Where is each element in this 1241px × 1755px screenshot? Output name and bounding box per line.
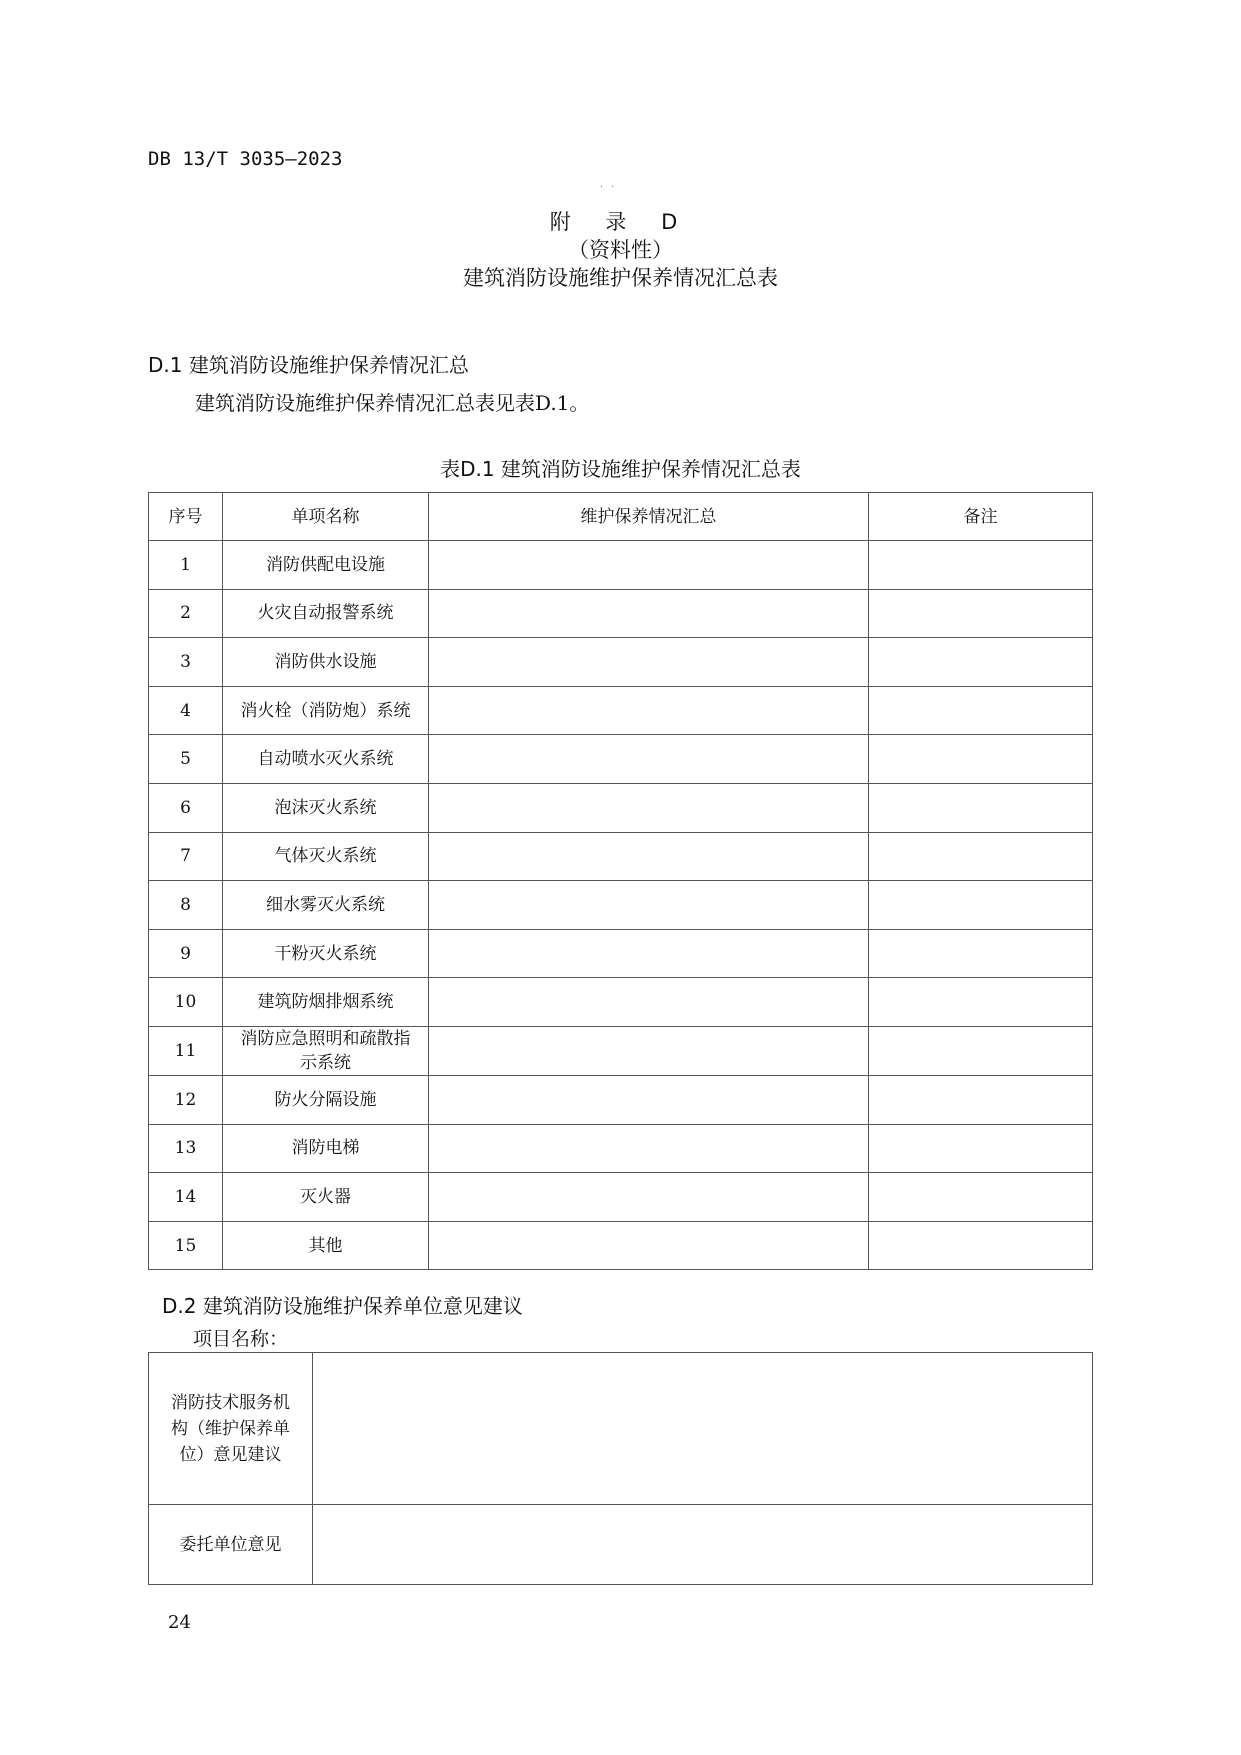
summary-cell[interactable] (429, 783, 869, 832)
summary-cell[interactable] (429, 735, 869, 784)
item-name-cell: 消防供配电设施 (223, 541, 429, 590)
row-number-cell: 9 (149, 929, 223, 978)
section-d1-heading: D.1 建筑消防设施维护保养情况汇总 (148, 353, 469, 377)
remarks-cell[interactable] (869, 929, 1093, 978)
row-number-cell: 14 (149, 1173, 223, 1222)
table-row (149, 1075, 1093, 1124)
item-name-cell: 细水雾灭火系统 (223, 881, 429, 930)
summary-cell[interactable] (429, 832, 869, 881)
summary-cell[interactable] (429, 1124, 869, 1173)
item-name-cell: 火灾自动报警系统 (223, 589, 429, 638)
maintenance-summary-table (148, 492, 1093, 1270)
item-name-cell: 灭火器 (223, 1173, 429, 1222)
table-row (149, 1026, 1093, 1075)
item-name-cell: 消防供水设施 (223, 638, 429, 687)
section-d1-paragraph: 建筑消防设施维护保养情况汇总表见表D.1。 (195, 391, 590, 415)
remarks-cell[interactable] (869, 978, 1093, 1027)
remarks-cell[interactable] (869, 832, 1093, 881)
row-number-cell: 5 (149, 735, 223, 784)
table-row (149, 881, 1093, 930)
remarks-cell[interactable] (869, 783, 1093, 832)
summary-cell[interactable] (429, 686, 869, 735)
table-row (149, 1221, 1093, 1270)
header-cell-name: 单项名称 (223, 493, 429, 541)
table-d1-caption: 表D.1 建筑消防设施维护保养情况汇总表 (440, 457, 801, 481)
row-number-cell: 3 (149, 638, 223, 687)
summary-cell[interactable] (429, 881, 869, 930)
remarks-cell[interactable] (869, 1221, 1093, 1270)
opinion-table (148, 1352, 1093, 1585)
table-row (149, 589, 1093, 638)
row-number-cell: 6 (149, 783, 223, 832)
summary-cell[interactable] (429, 541, 869, 590)
item-name-cell: 防火分隔设施 (223, 1075, 429, 1124)
table-row (149, 978, 1093, 1027)
remarks-cell[interactable] (869, 686, 1093, 735)
item-name-cell: 消火栓（消防炮）系统 (223, 686, 429, 735)
summary-cell[interactable] (429, 589, 869, 638)
header-cell-remarks: 备注 (869, 493, 1093, 541)
section-d2-heading: D.2 建筑消防设施维护保养单位意见建议 (162, 1294, 523, 1318)
table-header-row (149, 493, 1093, 541)
row-number-cell: 13 (149, 1124, 223, 1173)
row-number-cell: 12 (149, 1075, 223, 1124)
remarks-cell[interactable] (869, 735, 1093, 784)
opinion-row-client (149, 1505, 1093, 1585)
page-number: 24 (168, 1612, 191, 1633)
table-row (149, 638, 1093, 687)
item-name-cell: 消防电梯 (223, 1124, 429, 1173)
table-row (149, 735, 1093, 784)
table-row (149, 1173, 1093, 1222)
remarks-cell[interactable] (869, 638, 1093, 687)
summary-cell[interactable] (429, 1026, 869, 1075)
item-name-cell: 消防应急照明和疏散指示系统 (223, 1026, 429, 1075)
table-row (149, 783, 1093, 832)
table-row (149, 832, 1093, 881)
summary-cell[interactable] (429, 638, 869, 687)
table-row (149, 686, 1093, 735)
appendix-name: 建筑消防设施维护保养情况汇总表 (463, 266, 778, 290)
remarks-cell[interactable] (869, 1173, 1093, 1222)
summary-cell[interactable] (429, 1221, 869, 1270)
standard-number: DB 13/T 3035—2023 (148, 148, 343, 170)
row-number-cell: 1 (149, 541, 223, 590)
remarks-cell[interactable] (869, 881, 1093, 930)
summary-cell[interactable] (429, 1075, 869, 1124)
remarks-cell[interactable] (869, 1124, 1093, 1173)
appendix-title: 附 录 D (549, 210, 692, 234)
row-number-cell: 7 (149, 832, 223, 881)
row-number-cell: 11 (149, 1026, 223, 1075)
client-opinion-cell[interactable] (313, 1505, 1093, 1585)
remarks-cell[interactable] (869, 1075, 1093, 1124)
item-name-cell: 其他 (223, 1221, 429, 1270)
row-number-cell: 15 (149, 1221, 223, 1270)
service-org-opinion-cell[interactable] (313, 1353, 1093, 1505)
opinion-row-service-org (149, 1353, 1093, 1505)
summary-cell[interactable] (429, 929, 869, 978)
item-name-cell: 泡沫灭火系统 (223, 783, 429, 832)
row-number-cell: 2 (149, 589, 223, 638)
decorative-dots: ·· (600, 182, 623, 193)
appendix-kind: （资料性） (568, 238, 673, 262)
remarks-cell[interactable] (869, 589, 1093, 638)
table-row (149, 1124, 1093, 1173)
client-label: 委托单位意见 (149, 1505, 313, 1585)
header-cell-no: 序号 (149, 493, 223, 541)
row-number-cell: 8 (149, 881, 223, 930)
summary-cell[interactable] (429, 978, 869, 1027)
remarks-cell[interactable] (869, 1026, 1093, 1075)
remarks-cell[interactable] (869, 541, 1093, 590)
project-name-label: 项目名称： (193, 1328, 289, 1350)
table-row (149, 541, 1093, 590)
service-org-label: 消防技术服务机构（维护保养单位）意见建议 (149, 1353, 313, 1505)
row-number-cell: 4 (149, 686, 223, 735)
summary-cell[interactable] (429, 1173, 869, 1222)
item-name-cell: 干粉灭火系统 (223, 929, 429, 978)
row-number-cell: 10 (149, 978, 223, 1027)
header-cell-summary: 维护保养情况汇总 (429, 493, 869, 541)
item-name-cell: 气体灭火系统 (223, 832, 429, 881)
item-name-cell: 自动喷水灭火系统 (223, 735, 429, 784)
item-name-cell: 建筑防烟排烟系统 (223, 978, 429, 1027)
table-row (149, 929, 1093, 978)
